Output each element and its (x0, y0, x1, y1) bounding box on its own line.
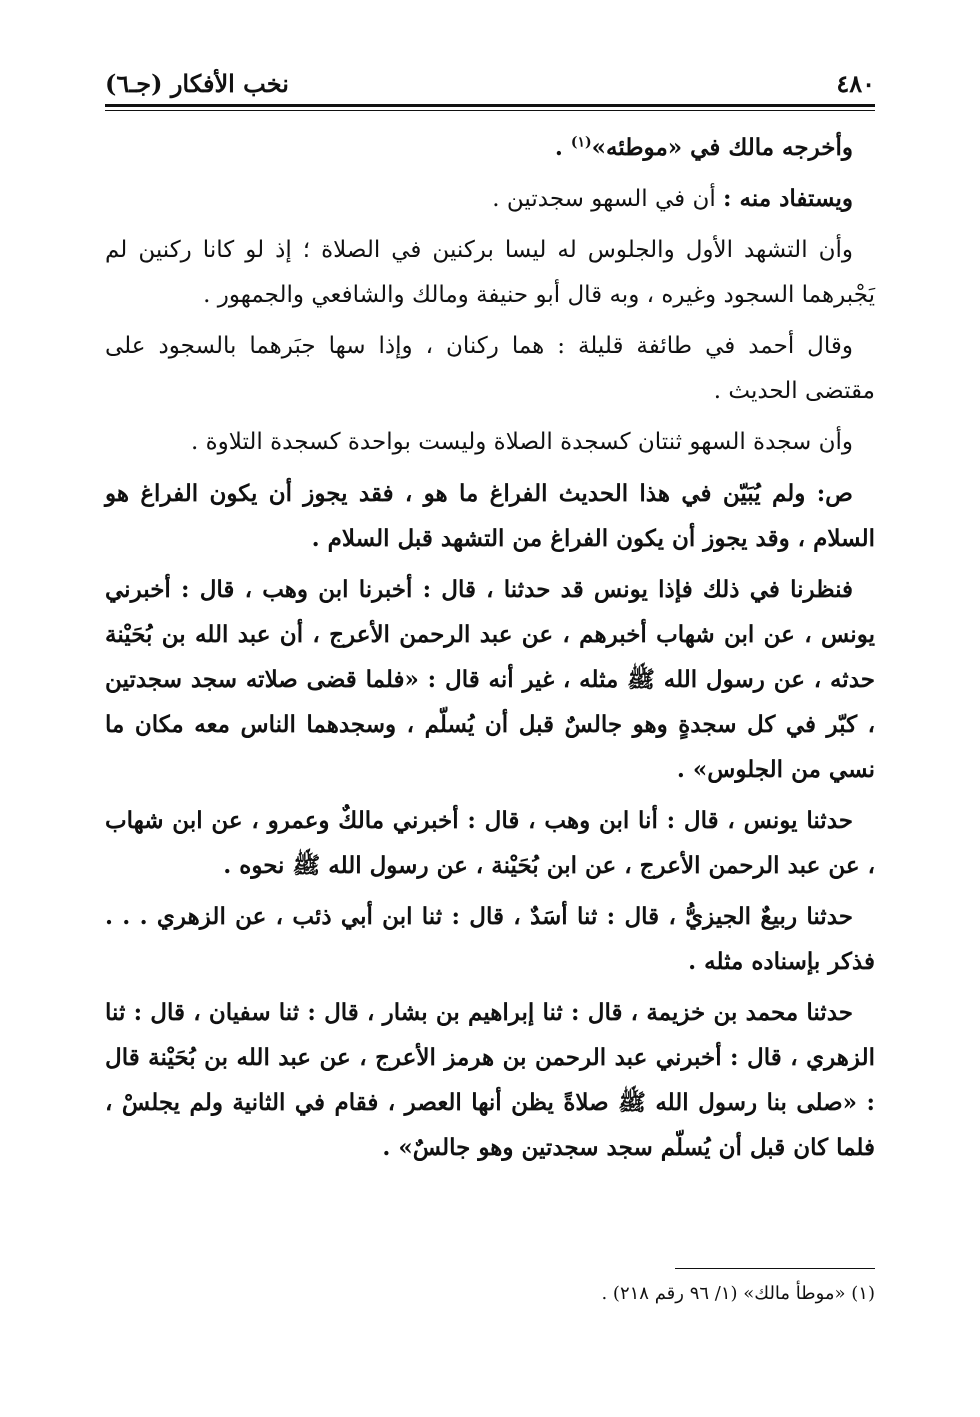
paragraph-1-end: . (554, 134, 571, 161)
main-text (105, 125, 875, 1170)
page-number: ٤٨٠ (836, 69, 875, 98)
paragraph-1-text: وأخرجه مالك في «موطئه» (591, 134, 853, 161)
paragraph-9: حدثنا ربيعٌ الجيزيُّ ، قال : ثنا أسَدٌ ، قال : ثنا ابن أبي ذئب ، عن الزهري . . . فذكر بإسناده مثله . (105, 903, 875, 975)
paragraph-3: وأن التشهد الأول والجلوس له ليسا بركنين في الصلاة ؛ إذ لو كانا ركنين لم يَجْبرهما السجود وغيره ، وبه قال أبو حنيفة ومالك والشافعي والجمهور . (105, 237, 875, 308)
paragraph-5: وأن سجدة السهو ثنتان كسجدة الصلاة وليست بواحدة كسجدة التلاوة . (190, 429, 853, 455)
footnote: (١) «موطأ مالك» (١/ ٩٦ رقم ٢١٨) . (601, 1283, 875, 1304)
page-header (105, 58, 875, 98)
book-page (105, 58, 875, 1388)
header-rule-thick (105, 104, 875, 107)
paragraph-6: ص: ولم يُبَيّن في هذا الحديث الفراغ ما هو ، فقد يجوز أن يكون الفراغ هو السلام ، وقد يجوز أن يكون الفراغ من التشهد قبل السلام . (105, 480, 875, 552)
footnote-ref: (١) (570, 134, 592, 151)
header-rule-thin (105, 110, 875, 111)
paragraph-2-label: ويستفاد منه : (723, 185, 853, 212)
paragraph-2-text: أن في السهو سجدتين . (492, 186, 724, 212)
footnote-rule (675, 1268, 875, 1269)
paragraph-1 (105, 125, 875, 170)
paragraph-8: حدثنا يونس ، قال : أنا ابن وهب ، قال : أخبرني مالكٌ وعمرو ، عن ابن شهاب ، عن عبد الرحمن الأعرج ، عن ابن بُحَيْنة ، عن رسول الله ﷺ نحوه . (105, 807, 875, 879)
paragraph-10: حدثنا محمد بن خزيمة ، قال : ثنا إبراهيم بن بشار ، قال : ثنا سفيان ، قال : ثنا الزهري ، قال : أخبرني عبد الرحمن بن هرمز الأعرج ، عن عبد الله بن بُحَيْنة قال : «صلى بنا رسول الله ﷺ صلاةً يظن أنها العصر ، فقام في الثانية ولم يجلسْ ، فلما كان قبل أن يُسلّم سجد سجدتين وهو جالسٌ» . (105, 999, 875, 1161)
paragraph-7: فنظرنا في ذلك فإذا يونس قد حدثنا ، قال : أخبرنا ابن وهب ، قال : أخبرني يونس ، عن ابن شهاب أخبرهم ، عن عبد الرحمن الأعرج ، أن عبد الله بن بُحَيْنة حدثه ، عن رسول الله ﷺ مثله ، غير أنه قال : «فلما قضى صلاته سجد سجدتين ، كبّر في كل سجدةٍ وهو جالسٌ قبل أن يُسلّم ، وسجدهما الناس معه مكان ما نسي من الجلوس» . (105, 576, 875, 783)
book-title: نخب الأفكار (جـ٦) (105, 69, 289, 98)
paragraph-4: وقال أحمد في طائفة قليلة : هما ركنان ، وإذا سها جبَرهما بالسجود على مقتضى الحديث . (105, 333, 875, 404)
paragraph-2 (105, 176, 875, 222)
